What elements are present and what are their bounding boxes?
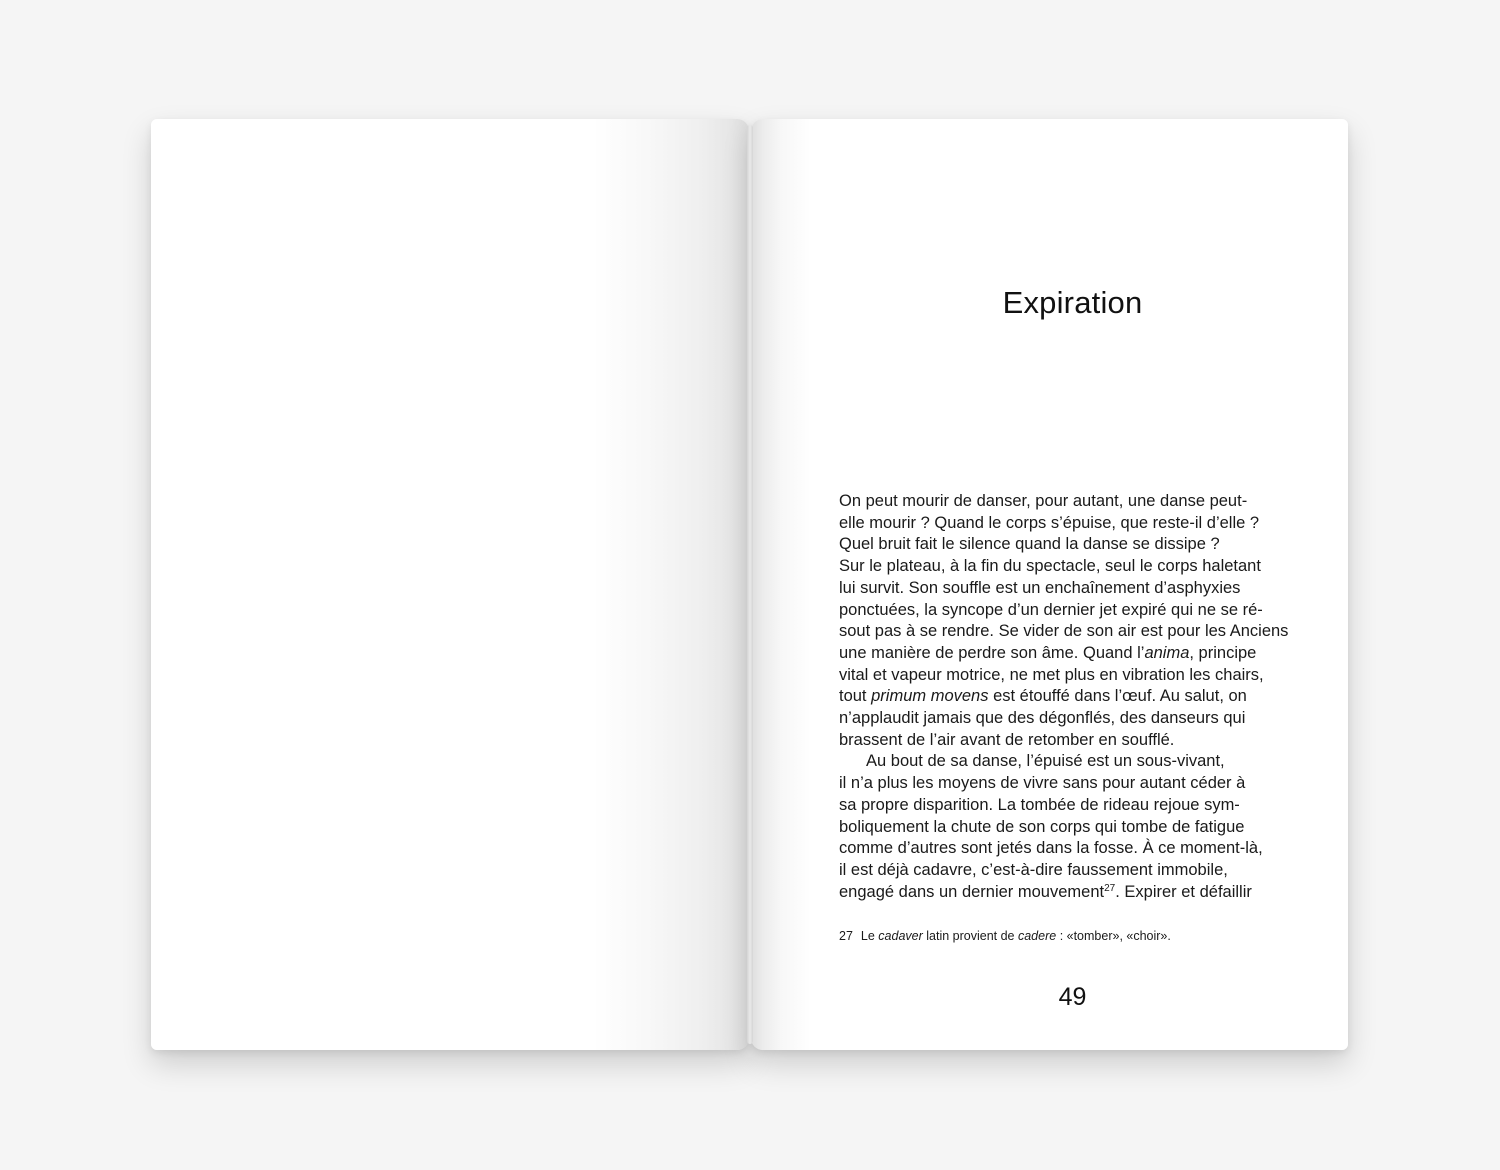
book-spread xyxy=(151,119,1348,1050)
line-text: sa propre disparition. La tombée de rideau rejoue sym- xyxy=(839,795,1240,814)
book-gutter xyxy=(747,125,753,1044)
footnote xyxy=(839,929,1309,943)
line-text: boliquement la chute de son corps qui tombe de fatigue xyxy=(839,817,1245,836)
line-text: . Expirer et défaillir xyxy=(1115,882,1252,901)
italic-term: primum movens xyxy=(871,687,989,706)
italic-term: anima xyxy=(1144,643,1190,662)
text-line xyxy=(839,621,1309,643)
text-line xyxy=(839,730,1309,752)
footnote-text-1: Le xyxy=(860,929,879,943)
chapter-title: Expiration xyxy=(1002,285,1143,320)
line-text: il est déjà cadavre, c’est-à-dire faussement immobile, xyxy=(839,860,1228,879)
line-text: vital et vapeur motrice, ne met plus en vibration les chairs, xyxy=(839,665,1264,684)
right-page xyxy=(751,119,1348,1050)
text-line xyxy=(839,708,1309,730)
line-text: il n’a plus les moyens de vivre sans pour autant céder à xyxy=(839,774,1246,793)
line-text: sout pas à se rendre. Se vider de son air est pour les Anciens xyxy=(839,622,1289,641)
line-text: brassent de l’air avant de retomber en soufflé. xyxy=(839,730,1175,749)
line-text: tout xyxy=(839,687,872,706)
left-page xyxy=(151,119,749,1050)
text-line xyxy=(839,513,1309,535)
footnote-ref: 27 xyxy=(1104,882,1116,894)
line-text: lui survit. Son souffle est un enchaînement d’asphyxies xyxy=(839,578,1241,597)
line-text: elle mourir ? Quand le corps s’épuise, que reste-il d’elle ? xyxy=(839,513,1260,532)
text-line xyxy=(839,665,1309,687)
line-text: On peut mourir de danser, pour autant, une danse peut- xyxy=(839,492,1248,510)
line-text: Au bout de sa danse, l’épuisé est un sous-vivant, xyxy=(866,752,1225,771)
body-text xyxy=(839,491,1309,903)
paragraph-1 xyxy=(839,491,1309,751)
footnote-text-3: : «tomber», «choir». xyxy=(1056,929,1171,943)
line-text: une manière de perdre son âme. Quand l’ xyxy=(839,643,1145,662)
text-line xyxy=(839,795,1309,817)
line-text: , principe xyxy=(1189,643,1257,662)
text-line xyxy=(839,860,1309,882)
line-text: ponctuées, la syncope d’un dernier jet expiré qui ne se ré- xyxy=(839,600,1263,619)
footnote-text-2: latin provient de xyxy=(922,929,1018,943)
text-line xyxy=(839,556,1309,578)
text-line xyxy=(839,578,1309,600)
line-text: Sur le plateau, à la fin du spectacle, seul le corps haletant xyxy=(839,557,1261,576)
page-number: 49 xyxy=(1058,983,1087,1011)
text-line xyxy=(839,534,1309,556)
paragraph-2 xyxy=(839,751,1309,903)
text-line xyxy=(839,773,1309,795)
text-line xyxy=(839,882,1309,904)
line-text: Quel bruit fait le silence quand la danse se dissipe ? xyxy=(839,535,1220,554)
footnote-term-2: cadere xyxy=(1017,929,1057,943)
text-line xyxy=(839,686,1309,708)
footnote-number: 27 xyxy=(839,929,853,943)
footnote-term-1: cadaver xyxy=(878,929,923,943)
text-line xyxy=(839,817,1309,839)
text-line xyxy=(839,491,1309,513)
text-line xyxy=(839,838,1309,860)
line-text: est étouffé dans l’œuf. Au salut, on xyxy=(988,687,1247,706)
line-text: n’applaudit jamais que des dégonflés, des danseurs qui xyxy=(839,709,1246,728)
text-line xyxy=(839,600,1309,622)
text-line xyxy=(839,751,1309,773)
line-text: comme d’autres sont jetés dans la fosse. À ce moment-là, xyxy=(839,839,1263,858)
line-text: engagé dans un dernier mouvement xyxy=(839,882,1105,901)
text-line xyxy=(839,643,1309,665)
